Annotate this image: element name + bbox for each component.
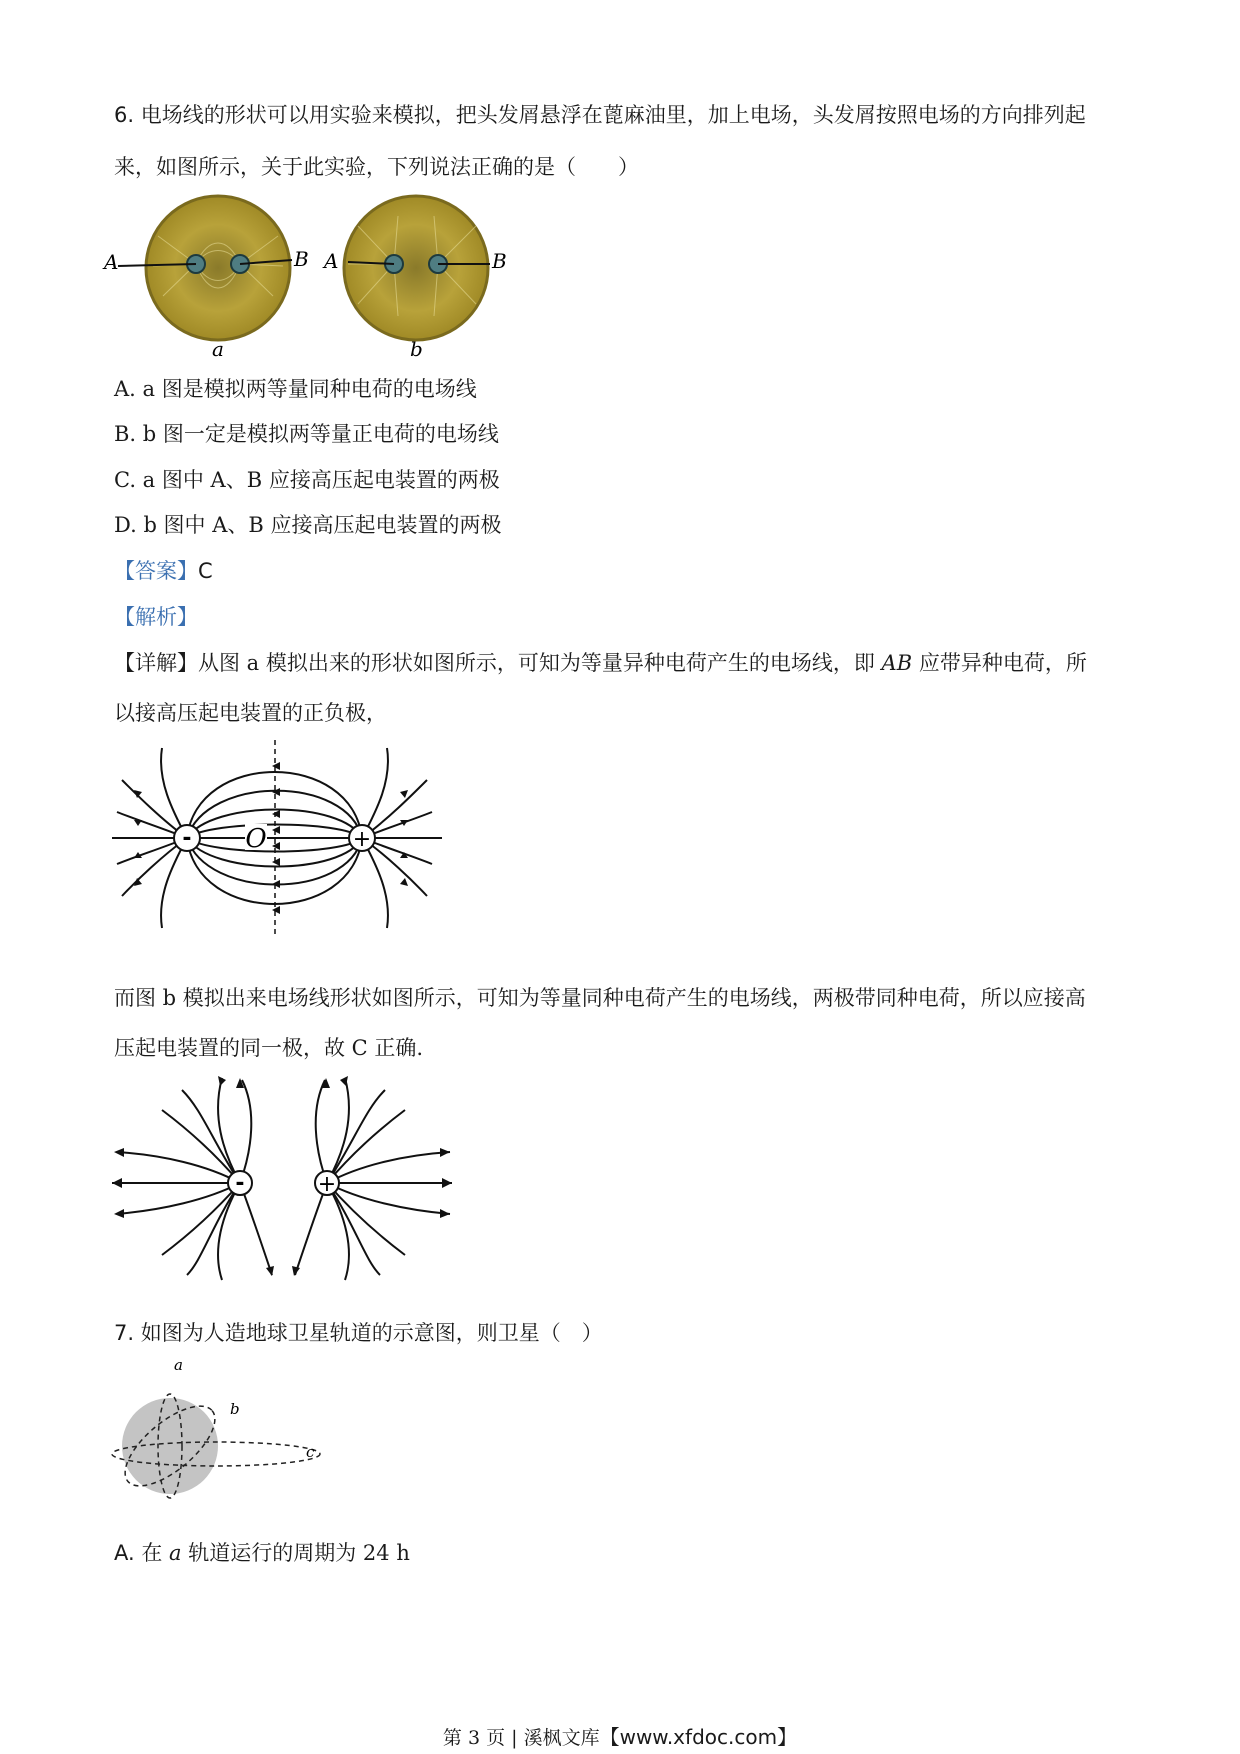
q6-photo-figure [104, 196, 528, 366]
detail-text2: 应带异种电荷，所 [912, 651, 1087, 675]
q7-stem-text: 如图为人造地球卫星轨道的示意图，则卫星（ ） [140, 1321, 603, 1345]
para2-line2: 压起电装置的同一极，故 C 正确. [114, 1036, 424, 1060]
q7-option-a [114, 1538, 410, 1568]
footer-site-url[interactable]: 【www.xfdoc.com】 [599, 1725, 798, 1749]
detail-text1: 从图 a 模拟出来的形状如图所示，可知为等量异种电荷产生的电场线，即 [198, 651, 882, 675]
q7-option-a-var: a [169, 1541, 182, 1565]
detail-ab: AB [881, 651, 913, 675]
footer-separator: | [511, 1727, 518, 1749]
dipole-opposite-figure [112, 740, 442, 935]
photo-b [322, 196, 507, 361]
orbit-label-c: c [306, 1443, 315, 1461]
photo-b-label-right: B [492, 249, 507, 273]
answer-value: C [198, 559, 213, 583]
photo-a-label-right: B [294, 247, 309, 271]
neg-charge-label: - [182, 826, 192, 851]
page-footer [0, 1724, 1240, 1751]
orbit-figure [110, 1354, 330, 1504]
photo-b-caption: b [410, 337, 423, 361]
q6-answer [114, 556, 213, 586]
detail-label: 【详解】 [114, 651, 198, 675]
q7-option-a-text2: 轨道运行的周期为 24 h [181, 1541, 410, 1565]
q7-option-a-prefix: A. [114, 1541, 135, 1565]
photo-a-caption: a [212, 337, 224, 361]
photo-b-label-left: A [324, 249, 339, 273]
q6-number: 6. [114, 103, 135, 127]
orbit-label-b: b [230, 1400, 240, 1418]
footer-page-number: 第 3 页 [442, 1727, 506, 1749]
analysis-label: 【解析】 [114, 605, 198, 629]
footer-site-name: 溪枫文库 [523, 1727, 600, 1749]
detail-line1 [114, 648, 1087, 678]
q7-stem [114, 1318, 603, 1348]
detail-line2: 以接高压起电装置的正负极， [114, 701, 387, 725]
q7-option-a-text1: 在 [141, 1541, 170, 1565]
origin-label: O [245, 824, 267, 854]
q6-stem-text1: 电场线的形状可以用实验来模拟，把头发屑悬浮在蓖麻油里，加上电场，头发屑按照电场的方向排列起 [140, 103, 1086, 127]
q6-stem-line1 [114, 100, 1086, 130]
orbit-label-a: a [174, 1356, 183, 1374]
photo-a [102, 196, 309, 361]
fig2-pos-label: + [317, 1172, 337, 1197]
answer-label: 【答案】 [114, 559, 198, 583]
photo-a-label-left: A [104, 250, 119, 274]
pos-charge-label: + [352, 827, 372, 852]
fig2-neg-label: - [235, 1171, 245, 1196]
dipole-like-figure [112, 1070, 452, 1285]
para2-line1: 而图 b 模拟出来电场线形状如图所示，可知为等量同种电荷产生的电场线，两极带同种电荷，所以应接高 [114, 986, 1086, 1010]
q6-stem-line2: 来，如图所示，关于此实验，下列说法正确的是（ ） [114, 155, 639, 179]
q6-option-d: D. b 图中 A、B 应接高压起电装置的两极 [114, 513, 502, 537]
q6-option-a: A. a 图是模拟两等量同种电荷的电场线 [114, 377, 477, 401]
q6-option-c: C. a 图中 A、B 应接高压起电装置的两极 [114, 468, 500, 492]
q6-option-b: B. b 图一定是模拟两等量正电荷的电场线 [114, 422, 499, 446]
q7-number: 7. [114, 1321, 135, 1345]
